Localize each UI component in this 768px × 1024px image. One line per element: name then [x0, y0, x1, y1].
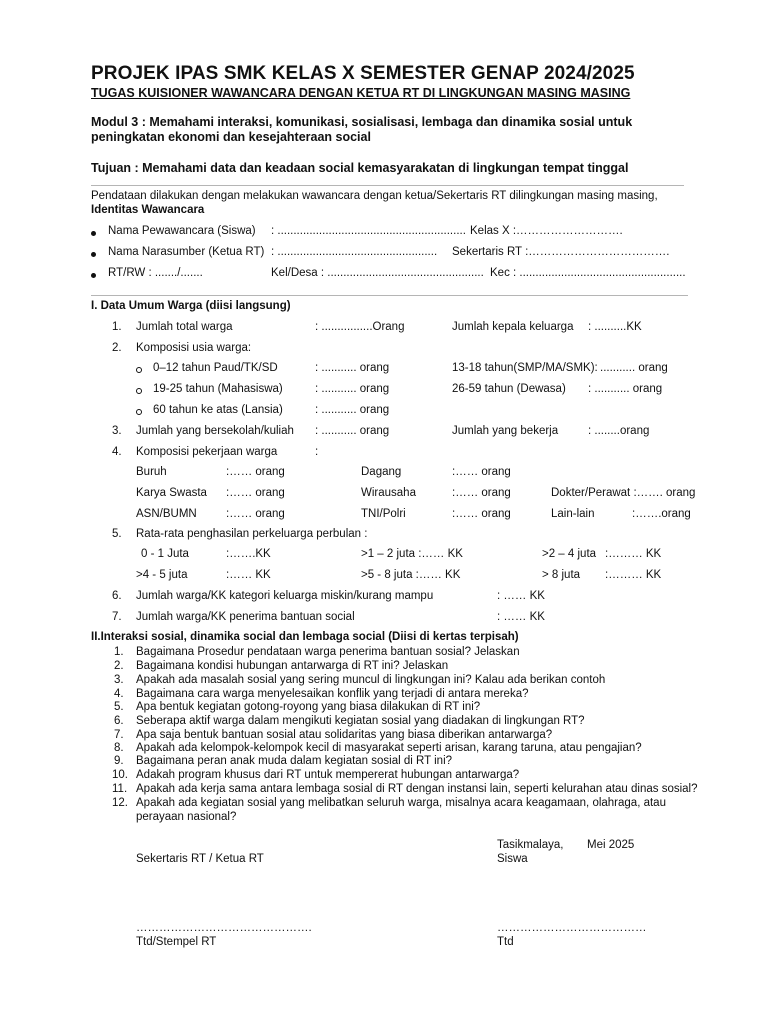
identitas-pewawancara-label: Nama Pewawancara (Siswa)	[108, 225, 256, 237]
age2-label: 19-25 tahun (Mahasiswa)	[153, 383, 283, 395]
page-subtitle: TUGAS KUISIONER WAWANCARA DENGAN KETUA RT DI LINGKUNGAN MASING MASING	[91, 86, 631, 100]
signature-left-label: Ttd/Stempel RT	[136, 936, 217, 948]
job-tni-label: TNI/Polri	[361, 508, 406, 520]
q7-number: 7.	[112, 611, 122, 623]
age2-field: : ........... orang	[315, 383, 390, 395]
s2-q-text: Apa bentuk kegiatan gotong-royong yang biasa dilakukan di RT ini?	[136, 701, 481, 713]
s2-q-number: 4.	[114, 688, 124, 700]
s2-q-number: 8.	[114, 742, 124, 754]
modul-line-1: Modul 3 : Memahami interaksi, komunikasi, sosialisasi, lembaga dan dinamika sosial untuk	[91, 115, 633, 129]
s2-q-number: 12.	[112, 797, 128, 809]
signature-right-role: Siswa	[497, 853, 528, 865]
q1-number: 1.	[112, 321, 122, 333]
q4-label: Komposisi pekerjaan warga	[136, 446, 278, 458]
age3-field: : ........... orang	[315, 404, 390, 416]
s2-q-number: 2.	[114, 660, 124, 672]
q6-label: Jumlah warga/KK kategori keluarga miskin/kurang mampu	[136, 590, 434, 602]
s2-q-text: Bagaimana cara warga menyelesaikan konflik yang terjadi di antara mereka?	[136, 688, 529, 700]
identitas-rtrw-field: RT/RW : ......./.......	[108, 267, 203, 279]
q3-label: Jumlah yang bersekolah/kuliah	[136, 425, 294, 437]
job-buruh-label: Buruh	[136, 466, 167, 478]
age1-label: 0–12 tahun Paud/TK/SD	[153, 362, 278, 374]
q7-field: : …… KK	[497, 611, 545, 623]
page-title: PROJEK IPAS SMK KELAS X SEMESTER GENAP 2024/2025	[91, 63, 635, 84]
q2-number: 2.	[112, 342, 122, 354]
job-wirausaha-field: :…… orang	[452, 487, 511, 499]
age3-label: 60 tahun ke atas (Lansia)	[153, 404, 283, 416]
s2-q-text: Bagaimana kondisi hubungan antarwarga di RT ini? Jelaskan	[136, 660, 449, 672]
circle-bullet-icon	[136, 388, 142, 394]
job-asn-field: :…… orang	[226, 508, 285, 520]
q1b-label: Jumlah kepala keluarga	[452, 321, 574, 333]
section2-heading: II.Interaksi sosial, dinamika social dan lembaga social (Diisi di kertas terpisah)	[91, 631, 519, 643]
job-lain-label: Lain-lain	[551, 508, 595, 520]
divider-middle	[91, 295, 688, 296]
s2-q-text: Adakah program khusus dari RT untuk mempererat hubungan antarwarga?	[136, 769, 520, 781]
age2b-label: 26-59 tahun (Dewasa)	[452, 383, 566, 395]
q4-colon: :	[315, 446, 319, 458]
q1b-field: : ..........KK	[588, 321, 642, 333]
job-swasta-field: :…… orang	[226, 487, 285, 499]
identitas-heading: Identitas Wawancara	[91, 204, 205, 216]
income-6-field: :……… KK	[605, 569, 662, 581]
income-6-label: > 8 juta	[542, 569, 581, 581]
q1-field: : ................Orang	[315, 321, 405, 333]
identitas-narasumber-field: : ..................................................	[271, 246, 438, 258]
identitas-keldesa-field: Kel/Desa : .................................................	[271, 267, 484, 279]
identitas-pewawancara-field: : ...........................................................	[271, 225, 466, 237]
age1b-label: 13-18 tahun(SMP/MA/SMK):	[452, 362, 598, 374]
s2-q-number: 6.	[114, 715, 124, 727]
job-tni-field: :…… orang	[452, 508, 511, 520]
job-buruh-field: :…… orang	[226, 466, 285, 478]
s2-q-number: 11.	[112, 783, 128, 795]
q3b-field: : ........orang	[588, 425, 650, 437]
job-asn-label: ASN/BUMN	[136, 508, 197, 520]
identitas-narasumber-label: Nama Narasumber (Ketua RT)	[108, 246, 265, 258]
q2-label: Komposisi usia warga:	[136, 342, 252, 354]
q7-label: Jumlah warga/KK penerima bantuan social	[136, 611, 355, 623]
tujuan-line: Tujuan : Memahami data dan keadaan social kemasyarakatan di lingkungan tempat tinggal	[91, 161, 629, 175]
q6-field: : …… KK	[497, 590, 545, 602]
identitas-kelas-field: Kelas X :……………………….	[470, 225, 623, 237]
divider-top	[91, 185, 684, 186]
s2-q-number: 3.	[114, 674, 124, 686]
bullet-icon	[91, 273, 96, 278]
income-2-field: >1 – 2 juta :…… KK	[361, 548, 463, 560]
income-5-field: >5 - 8 juta :…… KK	[361, 569, 461, 581]
income-4-label: >4 - 5 juta	[136, 569, 188, 581]
s2-q-text: Bagaimana Prosedur pendataan warga penerima bantuan sosial? Jelaskan	[136, 646, 520, 658]
income-3-label: >2 – 4 juta	[542, 548, 597, 560]
s2-q-number: 7.	[114, 729, 124, 741]
s2-q-text: Apa saja bentuk bantuan sosial atau solidaritas yang biasa diberikan antarwarga?	[136, 729, 553, 741]
signature-left-line: ……………………………………….	[136, 922, 312, 934]
section1-heading: I. Data Umum Warga (diisi langsung)	[91, 300, 291, 312]
job-dagang-label: Dagang	[361, 466, 402, 478]
signature-place: Tasikmalaya,	[497, 839, 564, 851]
job-dokter-field: Dokter/Perawat :……. orang	[551, 487, 696, 499]
s2-q-number: 5.	[114, 701, 124, 713]
s2-q-text: Seberapa aktif warga dalam mengikuti kegiatan sosial yang diadakan di lingkungan RT?	[136, 715, 585, 727]
age1b-field: ........... orang	[600, 362, 668, 374]
identitas-sekertaris-field: Sekertaris RT :……………………………….	[452, 246, 670, 258]
job-swasta-label: Karya Swasta	[136, 487, 207, 499]
identitas-kec-field: Kec : ....................................................	[490, 267, 686, 279]
s2-q-text: Apakah ada kegiatan sosial yang melibatkan seluruh warga, misalnya acara keagamaan, olahraga, atau	[136, 797, 666, 809]
s2-q-text: Apakah ada masalah sosial yang sering muncul di lingkungan ini? Kalau ada berikan contoh	[136, 674, 606, 686]
signature-date: Mei 2025	[587, 839, 635, 851]
q5-label: Rata-rata penghasilan perkeluarga perbulan :	[136, 528, 368, 540]
modul-line-2: peningkatan ekonomi dan kesejahteraan social	[91, 130, 371, 144]
signature-right-line: …………………………………	[497, 922, 647, 934]
s2-q-number: 10.	[112, 769, 128, 781]
income-1-label: 0 - 1 Juta	[141, 548, 189, 560]
signature-right-label: Ttd	[497, 936, 514, 948]
intro-text: Pendataan dilakukan dengan melakukan wawancara dengan ketua/Sekertaris RT dilingkungan masing masing,	[91, 190, 658, 202]
q5-number: 5.	[112, 528, 122, 540]
s2-q-number: 1.	[114, 646, 124, 658]
signature-left-role: Sekertaris RT / Ketua RT	[136, 853, 264, 865]
s2-q-text: Apakah ada kerja sama antara lembaga sosial di RT dengan instansi lain, seperti kelurahan atau dinas sosial?	[136, 783, 698, 795]
q6-number: 6.	[112, 590, 122, 602]
q3b-label: Jumlah yang bekerja	[452, 425, 559, 437]
income-1-field: :…….KK	[226, 548, 271, 560]
age2b-field: : ........... orang	[588, 383, 663, 395]
q3-number: 3.	[112, 425, 122, 437]
job-lain-field: :…….orang	[632, 508, 691, 520]
s2-q-text: Bagaimana peran anak muda dalam kegiatan sosial di RT ini?	[136, 755, 453, 767]
q1-label: Jumlah total warga	[136, 321, 233, 333]
circle-bullet-icon	[136, 367, 142, 373]
job-wirausaha-label: Wirausaha	[361, 487, 416, 499]
bullet-icon	[91, 252, 96, 257]
job-dagang-field: :…… orang	[452, 466, 511, 478]
bullet-icon	[91, 231, 96, 236]
s2-q12-continuation: perayaan nasional?	[136, 811, 237, 823]
s2-q-text: Apakah ada kelompok-kelompok kecil di masyarakat seperti arisan, karang taruna, atau pengajian?	[136, 742, 642, 754]
circle-bullet-icon	[136, 409, 142, 415]
q4-number: 4.	[112, 446, 122, 458]
s2-q-number: 9.	[114, 755, 124, 767]
income-4-field: :…… KK	[226, 569, 271, 581]
q3-field: : ........... orang	[315, 425, 390, 437]
age1-field: : ........... orang	[315, 362, 390, 374]
income-3-field: :……… KK	[605, 548, 662, 560]
